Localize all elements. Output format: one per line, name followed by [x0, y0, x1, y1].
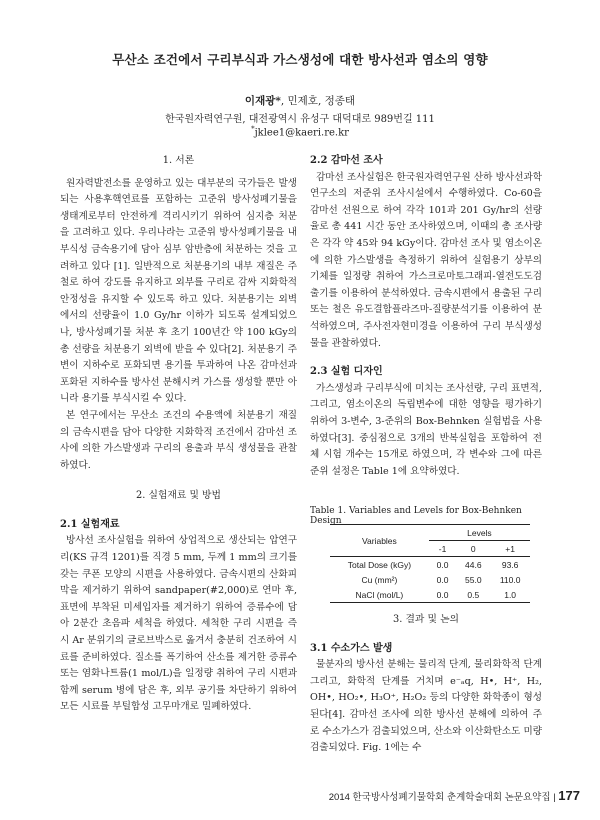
co-authors: , 민제호, 정종태: [280, 95, 356, 107]
table-cell: 0.5: [467, 589, 480, 600]
table-cell: 1.0: [504, 589, 517, 600]
table-row: [330, 572, 530, 587]
email-mark: *: [251, 125, 255, 133]
footer-text: 2014 한국방사성폐기물학회 춘계학술대회 논문요약집: [328, 792, 551, 803]
right-column-bottom: [310, 612, 542, 757]
table-header-variables: Variables: [361, 535, 397, 546]
section-2-2-heading: 2.2 감마선 조사: [310, 155, 383, 166]
email-line: [0, 125, 600, 138]
table-caption: Table 1. Variables and Levels for Box-Behnken Design: [310, 506, 522, 526]
table-level-header: -1: [438, 543, 447, 554]
section-1-paragraph-2: 본 연구에서는 무산소 조건의 수용액에 처분용기 재질의 금속시편을 담아 다양한 지화학적 조건에서 감마선 조사에 의한 가스발생과 구리의 용출과 부식 생성물을 관찰하였다.: [60, 409, 297, 471]
section-2-3-heading: 2.3 실험 디자인: [310, 366, 383, 378]
table-row: [330, 557, 530, 573]
table-cell: 93.6: [501, 559, 519, 570]
table-cell: 110.0: [499, 574, 521, 585]
section-2-3-paragraph: 가스생성과 구리부식에 미치는 조사선량, 구리 표면적, 그리고, 염소이온의 독립변수에 대한 영향을 평가하기 위하여 3-변수, 3-준위의 Box-Behnken 실험법을 사용하였다[3]. 중심점으로 3개의 반복실험을 포함하여 전체 시험 개수는 15개로 하였으며, 각 변수와 그에 따른 준위 설정은 Table 1에 요약하였다.: [310, 382, 542, 477]
page-footer: [320, 788, 580, 803]
table-row: [330, 587, 530, 603]
section-1-heading: 1. 서론: [162, 155, 195, 166]
authors: [0, 93, 600, 108]
variables-table: [330, 524, 530, 603]
table-level-header: +1: [505, 543, 515, 554]
first-author: 이재광*: [244, 95, 281, 107]
section-2-heading: 2. 실험재료 및 방법: [136, 490, 221, 502]
page-number: 177: [558, 788, 580, 803]
table-row-label: Total Dose (kGy): [347, 559, 412, 570]
table-row-label: Cu (mm²): [361, 574, 398, 585]
table-row-label: NaCl (mol/L): [355, 589, 404, 600]
footer-separator: |: [553, 792, 556, 803]
table-cell: 0.0: [436, 574, 449, 585]
email-address: jklee1@kaeri.re.kr: [254, 127, 349, 139]
table-cell: 44.6: [465, 559, 482, 570]
table-cell: 0.0: [436, 589, 449, 600]
section-3-heading: 3. 결과 및 논의: [392, 614, 459, 625]
paper-title: 무산소 조건에서 구리부식과 가스생성에 대한 방사선과 염소의 영향: [112, 52, 488, 67]
affiliation: 한국원자력연구원, 대전광역시 유성구 대덕대로 989번길 111: [165, 114, 435, 125]
table-cell: 0.0: [436, 559, 449, 570]
section-2-2-paragraph: 감마선 조사실험은 한국원자력연구원 산하 방사선과학연구소의 저준위 조사시설에서 수행하였다. Co-60을 감마선 선원으로 하여 각각 101과 201 Gy/hr의 선량율로 총 441 시간 동안 조사하였으며, 이때의 총 조사량은 각각 약 45와 94 kGy이다. 감마선 조사 및 염소이온에 의한 가스발생을 측정하기 위하여 실험용기 상부의 기체를 일정량 취하여 가스크로마토그래피-열전도도검출기를 이용하여 분석하였다. 금속시편에서 용출된 구리 또는 철은 유도결합플라즈마-질량분석기를 이용하여 분석하였으며, 주사전자현미경을 이용하여 구리 부식생성물을 관찰하였다.: [310, 171, 542, 349]
section-1-paragraph-1: 원자력발전소를 운영하고 있는 대부분의 국가들은 발생되는 사용후핵연료를 포함하는 고준위 방사성폐기물을 생태계로부터 안전하게 격리시키기 위하여 심지층 처분을 고려하고 있다. 우리나라는 고준위 방사성폐기물을 내부식성 금속용기에 담아 심부 암반층에 처분하는 것을 고려하고 있다 [1]. 일반적으로 처분용기의 내부 재질은 주철로 하여 강도를 유지하고 외부를 구리로 감싸 지화학적 안정성을 유지할 수 있도록 하고 있다. 처분용기는 외벽에서의 선량율이 1.0 Gy/hr 이하가 되도록 설계되었으나, 방사성폐기물 처분 후 초기 100년간 약 100 kGy의 총 선량을 처분용기 외벽에 받을 수 있다[2]. 처분용기 주변이 지하수로 포화되면 용기를 투과하여 나온 감마선과 포화된 지하수를 방사선 분해시켜 가스를 생성할 뿐만 아니라 용기를 부식시킬 수 있다.: [60, 177, 297, 405]
right-column-top: [310, 153, 542, 480]
table-level-header: 0: [470, 543, 476, 554]
section-2-1-paragraph: 방사선 조사실험을 위하여 상업적으로 생산되는 압연구리(KS 규격 1201)를 직경 5 mm, 두께 1 mm의 크기를 갖는 쿠폰 모양의 시편을 사용하였다. 금속시편의 산화피막을 제거하기 위하여 sandpaper(#2,000)로 연마 후, 표면에 부착된 미세입자를 제거하기 위하여 증류수에 담아 2분간 초음파 세척을 하였다. 세척한 구리 시편을 즉시 Ar 분위기의 글로브박스로 옮겨서 충분히 건조하여 시료를 준비하였다. 질소를 폭기하여 산소를 제거한 증류수 또는 염화나트륨(1 mol/L)을 일정량 취하여 구리 시편과 함께 serum 병에 담은 후, 외부 공기를 차단하기 위하여 모든 시료를 부틸합성 고무마개로 밀폐하였다.: [60, 535, 297, 713]
table-cell: 55.0: [465, 574, 482, 585]
section-2-1-heading: 2.1 실험재료: [60, 518, 120, 530]
section-3-1-paragraph: 물분자의 방사선 분해는 물리적 단계, 물리화학적 단계 그리고, 화학적 단계를 거치며 e⁻ₐq, H•, H⁺, H₂, OH•, HO₂•, H₃O⁺, H₂O₂ 등의 다양한 화학종이 형성된다[4]. 감마선 조사에 의한 방사선 분해에 의하여 주로 수소가스가 검출되었으며, 산소와 이산화탄소도 미량 검출되었다. Fig. 1에는 수: [310, 659, 542, 754]
left-column: [60, 153, 297, 716]
section-3-1-heading: 3.1 수소가스 발생: [310, 642, 393, 654]
table-header-levels: Levels: [429, 525, 530, 541]
